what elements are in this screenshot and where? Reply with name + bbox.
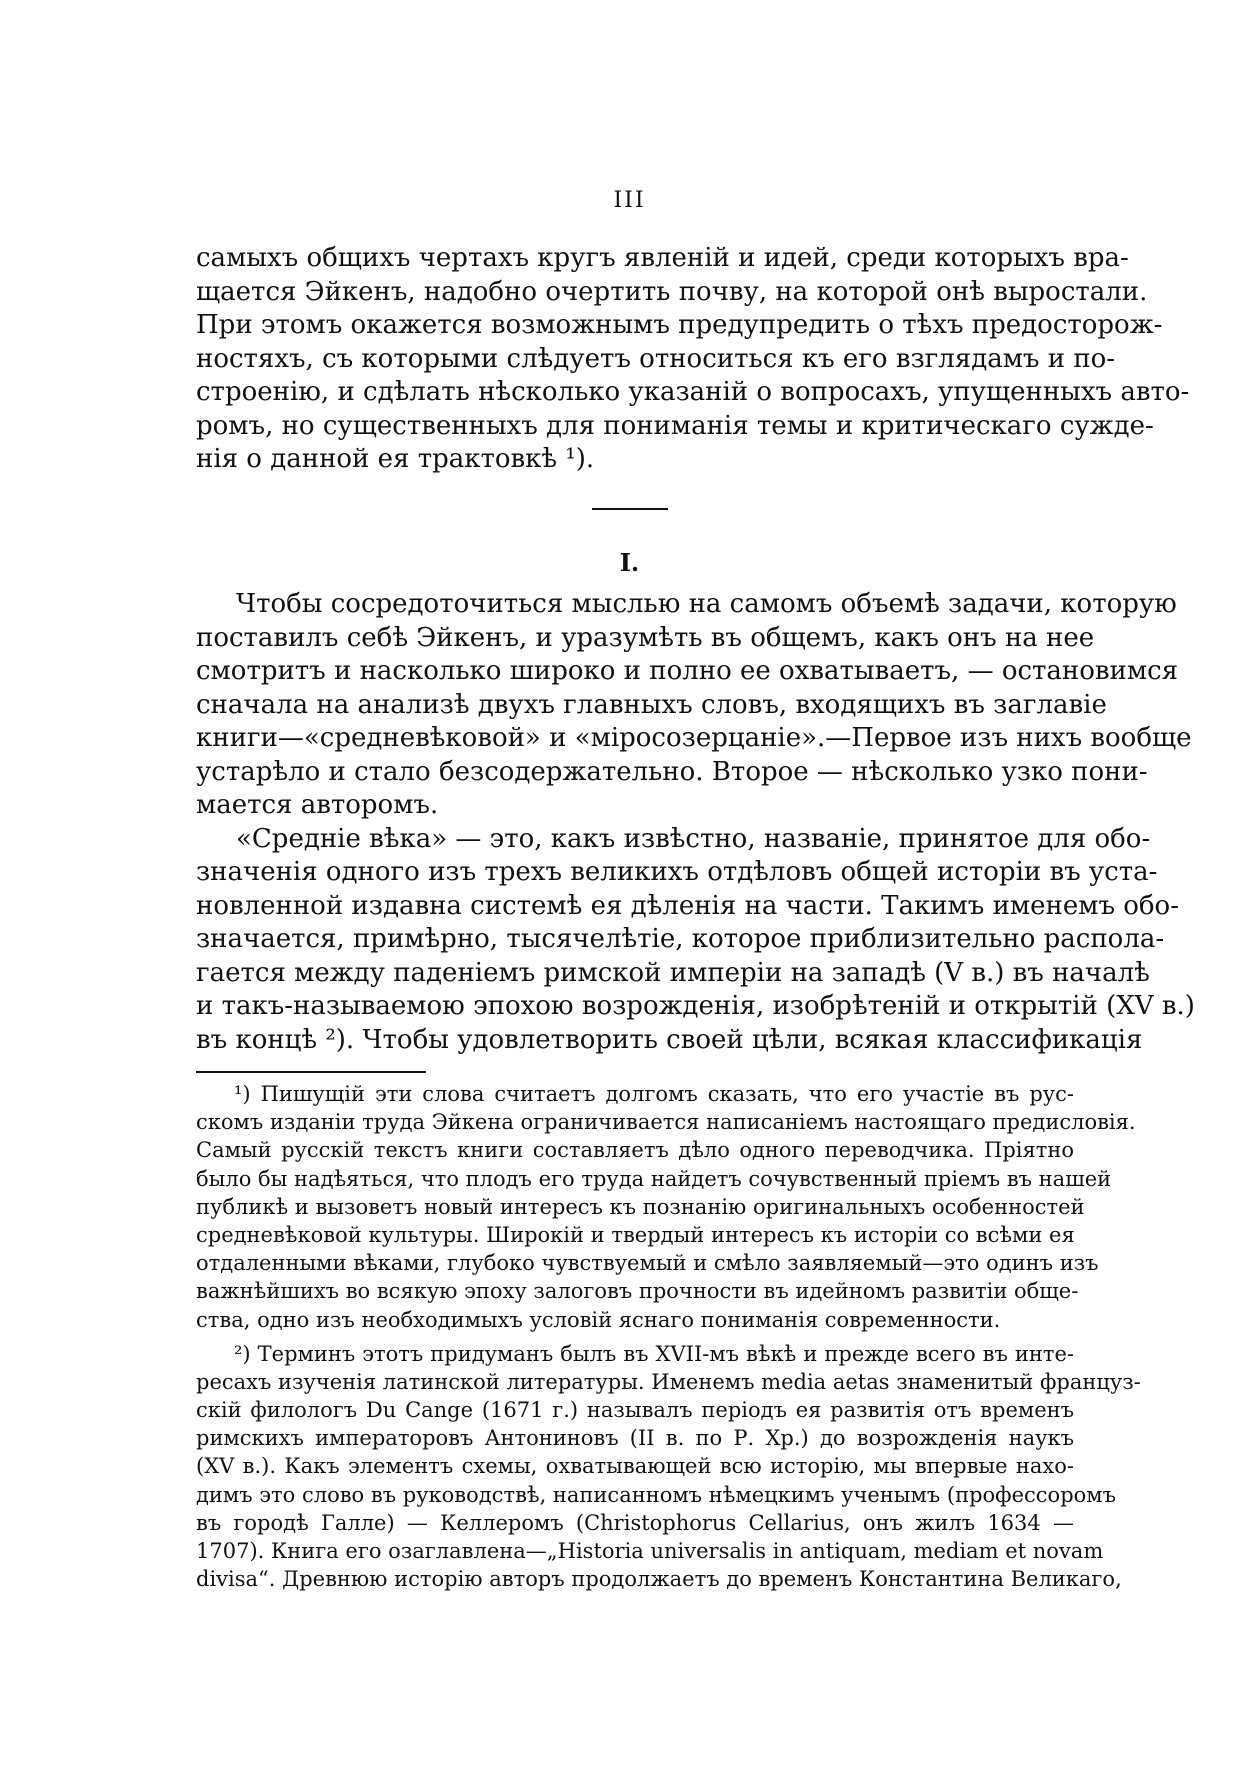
footnote-line: средневѣковой культуры. Широкій и твердый интересъ къ исторіи со всѣми ея — [196, 1222, 1075, 1247]
text-line: значенія одного изъ трехъ великихъ отдѣловъ общей исторіи въ уста- — [196, 857, 1158, 887]
text-line: нія о данной ея трактовкѣ ¹). — [196, 444, 595, 474]
page-number: III — [613, 188, 646, 213]
footnote-line: ресахъ изученія латинской литературы. Именемъ media aetas знаменитый француз- — [196, 1369, 1141, 1394]
text-line: въ концѣ ²). Чтобы удовлетворить своей цѣли, всякая классификація — [196, 1024, 1143, 1055]
text-line: смотритъ и насколько широко и полно ее охватываетъ, — остановимся — [196, 656, 1179, 686]
footnote-line: скій филологъ Du Cange (1671 г.) называлъ періодъ ея развитія отъ временъ — [196, 1398, 1074, 1423]
text-line: Чтобы сосредоточиться мыслью на самомъ объемѣ задачи, которую — [236, 589, 1177, 619]
text-line: При этомъ окажется возможнымъ предупредить о тѣхъ предосторож- — [196, 310, 1163, 340]
footnote-line: важнѣйшихъ во всякую эпоху залоговъ прочности въ идейномъ развитіи обще- — [196, 1279, 1079, 1304]
footnote-line: (XV в.). Какъ элементъ схемы, охватывающей всю исторію, мы впервые нахо- — [196, 1454, 1074, 1479]
text-line: мается авторомъ. — [196, 790, 439, 820]
footnote-line: въ городѣ Галле) — Келлеромъ (Christophorus Cellarius, онъ жилъ 1634 — — [196, 1510, 1074, 1535]
text-line: и такъ-называемою эпохою возрожденія, изобрѣтеній и открытій (XV в.) — [196, 991, 1195, 1021]
footnote-line: отдаленными вѣками, глубоко чувствуемый и смѣло заявляемый—это одинъ изъ — [196, 1251, 1099, 1276]
text-line: новленной издавна системѣ ея дѣленія на части. Такимъ именемъ обо- — [196, 890, 1179, 921]
text-line: ромъ, но существенныхъ для пониманія темы и критическаго сужде- — [196, 410, 1154, 441]
intro-text-block — [196, 242, 1190, 477]
section-separator — [592, 508, 668, 510]
footnote-line: divisa“. Древнюю исторію авторъ продолжаетъ до временъ Константина Великаго, — [196, 1567, 1122, 1592]
footnote-line: было бы надѣяться, что плодъ его труда найдетъ сочувственный пріемъ въ нашей — [196, 1166, 1112, 1191]
text-line: ностяхъ, съ которыми слѣдуетъ относиться къ его взглядамъ и по- — [196, 343, 1116, 374]
footnote-line: ¹) Пишущій эти слова считаетъ долгомъ сказать, что его участіе въ рус- — [234, 1082, 1074, 1106]
text-line: гается между паденіемъ римской имперіи на западѣ (V в.) въ началѣ — [196, 957, 1150, 988]
footnote-line: Самый русскій текстъ книги составляетъ дѣло одного переводчика. Пріятно — [196, 1138, 1074, 1163]
footnote-line: римскихъ императоровъ Антониновъ (II в. по Р. Хр.) до возрожденія наукъ — [196, 1426, 1074, 1451]
text-line: поставилъ себѣ Эйкенъ, и уразумѣть въ общемъ, какъ онъ на нее — [196, 622, 1095, 653]
text-line: самыхъ общихъ чертахъ кругъ явленій и идей, среди которыхъ вра- — [196, 243, 1129, 273]
section-heading: I. — [619, 548, 640, 577]
footnote-line: 1707). Книга его озаглавлена—„Historia universalis in antiquam, mediam et novam — [196, 1539, 1104, 1563]
text-line: значается, примѣрно, тысячелѣтіе, которое приблизительно распола- — [196, 924, 1165, 954]
footnote-line: скомъ изданіи труда Эйкена ограничивается написаніемъ настоящаго предисловія. — [196, 1110, 1136, 1135]
text-line: щается Эйкенъ, надобно очертить почву, на которой онѣ выростали. — [196, 276, 1148, 307]
footnote-line: димъ это слово въ руководствѣ, написанномъ нѣмецкимъ ученымъ (профессоромъ — [196, 1482, 1116, 1507]
footnote-line: публикѣ и вызоветъ новый интересъ къ познанію оригинальныхъ особенностей — [196, 1194, 1085, 1219]
footnote-line: ства, одно изъ необходимыхъ условій яснаго пониманія современности. — [196, 1307, 1001, 1332]
footnote-divider — [196, 1071, 426, 1073]
text-line: «Средніе вѣка» — это, какъ извѣстно, названіе, принятое для обо- — [236, 823, 1151, 854]
footnote-line: ²) Терминъ этотъ придуманъ былъ въ XVII-мъ вѣкѣ и прежде всего въ инте- — [234, 1341, 1074, 1366]
main-text-block — [196, 588, 1195, 1057]
footnotes-block — [196, 1080, 1141, 1593]
text-line: книги—«средневѣковой» и «міросозерцаніе».—Первое изъ нихъ вообще — [196, 723, 1192, 753]
text-line: строенію, и сдѣлать нѣсколько указаній о вопросахъ, упущенныхъ авто- — [196, 377, 1190, 407]
text-line: сначала на анализѣ двухъ главныхъ словъ, входящихъ въ заглавіе — [196, 689, 1107, 720]
text-line: устарѣло и стало безсодержательно. Второе — нѣсколько узко пони- — [196, 756, 1148, 787]
